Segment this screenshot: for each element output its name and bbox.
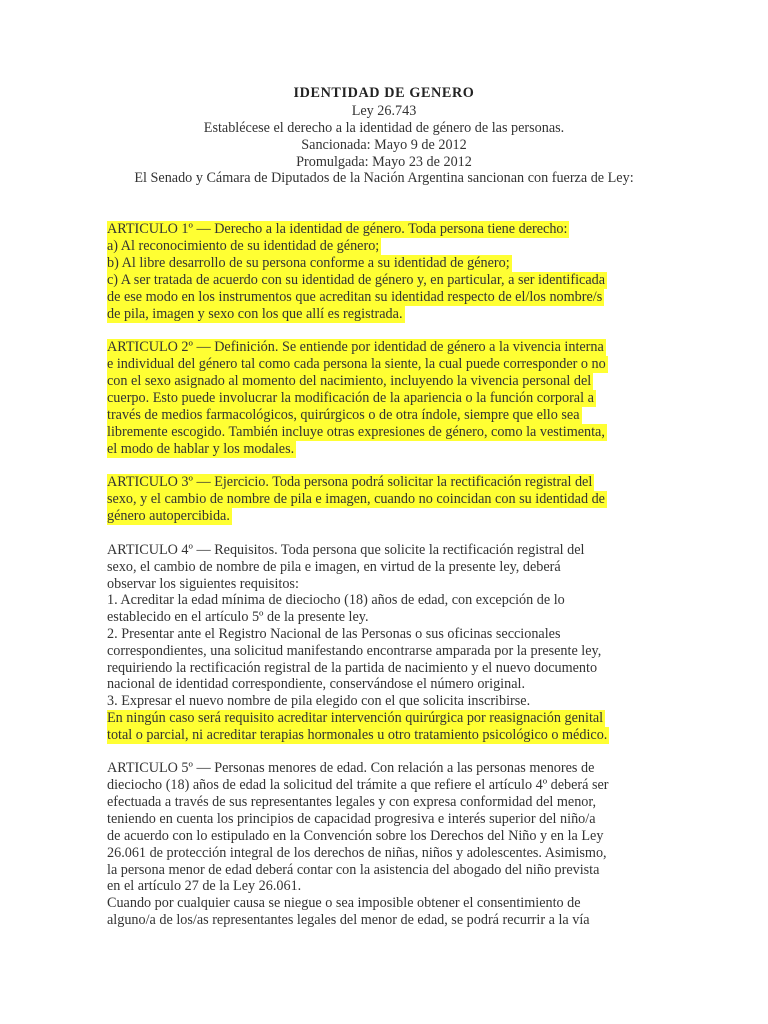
- article-5-line: la persona menor de edad deberá contar con la asistencia del abogado del niño prevista: [107, 862, 600, 878]
- article-1-line: c) A ser tratada de acuerdo con su identidad de género y, en particular, a ser identificada: [107, 272, 606, 288]
- article-4-line: 1. Acreditar la edad mínima de dieciocho (18) años de edad, con excepción de lo: [107, 592, 565, 608]
- article-4-highlighted-line: En ningún caso será requisito acreditar intervención quirúrgica por reasignación genital: [107, 710, 604, 726]
- article-4-highlighted-line: total o parcial, ni acreditar terapias hormonales u otro tratamiento psicológico o médico.: [107, 727, 608, 743]
- article-4-line: correspondientes, una solicitud manifestando encontrarse amparada por la presente ley,: [107, 643, 602, 659]
- article-5-line: alguno/a de los/as representantes legales del menor de edad, se podrá recurrir a la vía: [107, 912, 590, 928]
- article-4-line: sexo, el cambio de nombre de pila e imagen, en virtud de la presente ley, deberá: [107, 559, 561, 575]
- article-5-line: de acuerdo con lo estipulado en la Convención sobre los Derechos del Niño y en la Ley: [107, 828, 604, 844]
- article-2-line: través de medios farmacológicos, quirúrgicos o de otra índole, siempre que ello sea: [107, 407, 580, 423]
- article-4-line: ARTICULO 4º — Requisitos. Toda persona que solicite la rectificación registral del: [107, 542, 585, 558]
- article-5-line: efectuada a través de sus representantes legales y con expresa conformidad del menor,: [107, 794, 597, 810]
- article-5-line: 26.061 de protección integral de los derechos de niñas, niños y adolescentes. Asimismo,: [107, 845, 607, 861]
- article-5-line: teniendo en cuenta los principios de capacidad progresiva e interés superior del niño/a: [107, 811, 596, 827]
- article-2-line: e individual del género tal como cada persona la siente, la cual puede corresponder o no: [107, 356, 606, 372]
- article-3-line: género autopercibida.: [107, 508, 230, 524]
- article-3-line: ARTICULO 3º — Ejercicio. Toda persona podrá solicitar la rectificación registral del: [107, 474, 593, 490]
- article-4-line: 3. Expresar el nuevo nombre de pila elegido con el que solicita inscribirse.: [107, 693, 531, 709]
- law-subtitle: Establécese el derecho a la identidad de género de las personas.: [203, 120, 565, 136]
- article-3-line: sexo, y el cambio de nombre de pila e imagen, cuando no coincidan con su identidad de: [107, 491, 605, 507]
- promulgated-date: Promulgada: Mayo 23 de 2012: [296, 154, 472, 170]
- article-2-line: el modo de hablar y los modales.: [107, 441, 295, 457]
- article-5-line: dieciocho (18) años de edad la solicitud del trámite a que refiere el artículo 4º deberá ser: [107, 777, 609, 793]
- article-2-line: cuerpo. Esto puede involucrar la modificación de la apariencia o la función corporal a: [107, 390, 594, 406]
- preamble: El Senado y Cámara de Diputados de la Nación Argentina sancionan con fuerza de Ley:: [134, 170, 634, 186]
- article-5-line: en el artículo 27 de la Ley 26.061.: [107, 878, 302, 894]
- article-1-line: a) Al reconocimiento de su identidad de género;: [107, 238, 380, 254]
- article-5-line: ARTICULO 5º — Personas menores de edad. Con relación a las personas menores de: [107, 760, 595, 776]
- article-1-line: ARTICULO 1º — Derecho a la identidad de género. Toda persona tiene derecho:: [107, 221, 568, 237]
- article-1-line: de pila, imagen y sexo con los que allí es registrada.: [107, 306, 403, 322]
- article-4-line: 2. Presentar ante el Registro Nacional de las Personas o sus oficinas seccionales: [107, 626, 561, 642]
- sanctioned-date: Sancionada: Mayo 9 de 2012: [301, 137, 467, 153]
- article-2-line: con el sexo asignado al momento del nacimiento, incluyendo la vivencia personal del: [107, 373, 592, 389]
- document-title: IDENTIDAD DE GENERO: [293, 85, 475, 101]
- article-4-line: nacional de identidad correspondiente, conservándose el número original.: [107, 676, 525, 692]
- law-number: Ley 26.743: [351, 103, 417, 119]
- article-1-line: de ese modo en los instrumentos que acreditan su identidad respecto de el/los nombre/s: [107, 289, 603, 305]
- article-2-line: libremente escogido. También incluye otras expresiones de género, como la vestimenta,: [107, 424, 605, 440]
- article-4-line: requiriendo la rectificación registral de la partida de nacimiento y el nuevo documento: [107, 660, 598, 676]
- article-4-line: establecido en el artículo 5º de la presente ley.: [107, 609, 369, 625]
- article-5-line: Cuando por cualquier causa se niegue o sea imposible obtener el consentimiento de: [107, 895, 581, 911]
- article-1-line: b) Al libre desarrollo de su persona conforme a su identidad de género;: [107, 255, 510, 271]
- article-4-line: observar los siguientes requisitos:: [107, 576, 299, 592]
- article-2-line: ARTICULO 2º — Definición. Se entiende por identidad de género a la vivencia interna: [107, 339, 604, 355]
